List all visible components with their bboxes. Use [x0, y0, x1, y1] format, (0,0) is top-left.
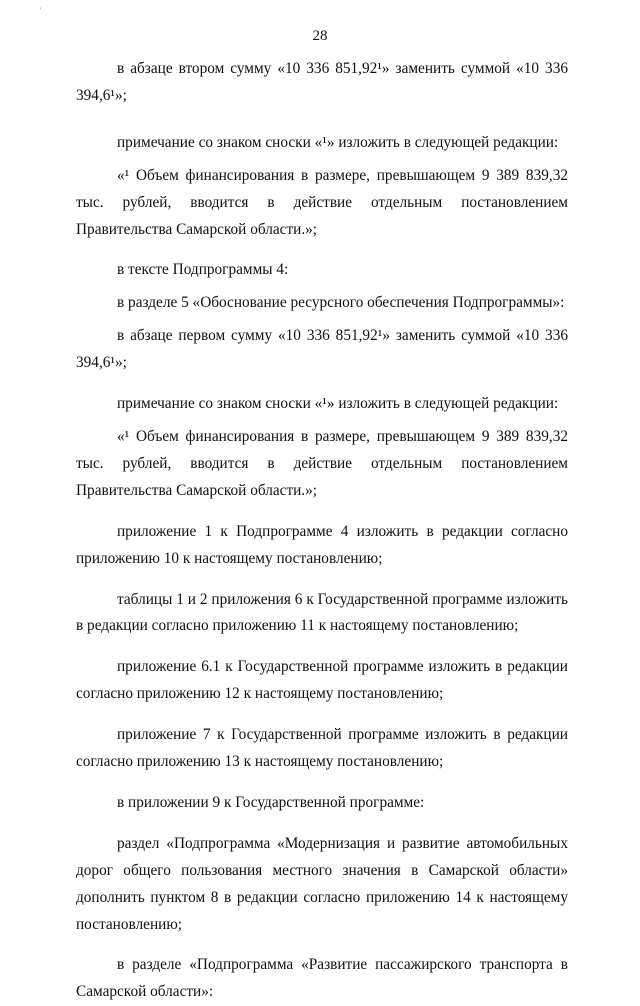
paragraph: в абзаце втором сумму «10 336 851,92¹» заменить суммой «10 336 394,6¹»; — [76, 60, 568, 104]
paragraph: приложение 7 к Государственной программе изложить в редакции согласно приложению 13 к настоящему постановлению; — [76, 726, 568, 771]
document-body — [76, 56, 568, 1006]
paragraph: в тексте Подпрограммы 4: — [117, 261, 289, 279]
paragraph: в разделе 5 «Обоснование ресурсного обеспечения Подпрограммы»: — [117, 294, 565, 312]
paragraph: «¹ Объем финансирования в размере, превышающем 9 389 839,32 тыс. рублей, вводится в действие отдельным постановлением Правительства Самарской области.»; — [76, 427, 568, 499]
paragraph: в приложении 9 к Государственной программе: — [117, 793, 425, 811]
paragraph: раздел «Подпрограмма «Модернизация и развитие автомобильных дорог общего пользования местного значения в Самарской области» дополнить пунктом 8 в редакции согласно приложению 14 к настоящему постановлению; — [76, 834, 568, 933]
paragraph: таблицы 1 и 2 приложения 6 к Государственной программе изложить в редакции согласно приложению 11 к настоящему постановлению; — [76, 590, 568, 635]
paragraph: приложение 6.1 к Государственной программе изложить в редакции согласно приложению 12 к настоящему постановлению; — [76, 658, 568, 703]
page-number: 28 — [312, 28, 328, 44]
paragraph: примечание со знаком сноски «¹» изложить в следующей редакции: — [117, 133, 559, 151]
paragraph: в разделе «Подпрограмма «Развитие пассажирского транспорта в Самарской области»: — [76, 956, 568, 1001]
paragraph: приложение 1 к Подпрограмме 4 изложить в редакции согласно приложению 10 к настоящему постановлению; — [76, 522, 568, 567]
scan-mark: ' — [40, 6, 42, 15]
paragraph: примечание со знаком сноски «¹» изложить в следующей редакции: — [117, 395, 559, 413]
paragraph: в абзаце первом сумму «10 336 851,92¹» заменить суммой «10 336 394,6¹»; — [76, 327, 568, 372]
paragraph: «¹ Объем финансирования в размере, превышающем 9 389 839,32 тыс. рублей, вводится в действие отдельным постановлением Правительства Самарской области.»; — [76, 166, 568, 238]
